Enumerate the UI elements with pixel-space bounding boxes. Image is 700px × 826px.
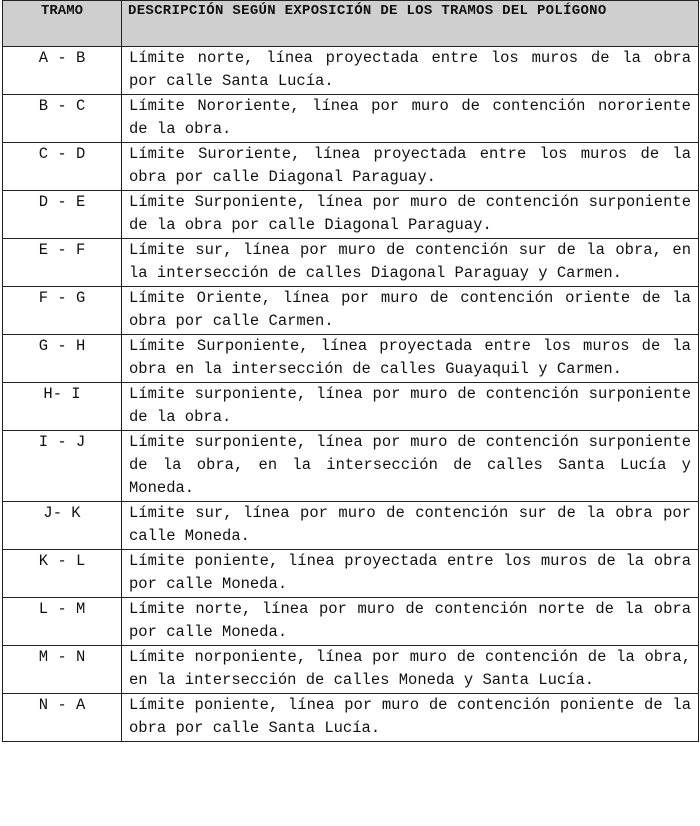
description-cell: Límite Nororiente, línea por muro de contención nororiente de la obra. bbox=[122, 95, 699, 143]
table-row bbox=[3, 239, 699, 287]
description-cell: Límite poniente, línea por muro de contención poniente de la obra por calle Santa Lucía. bbox=[122, 694, 699, 742]
tramo-cell: H- I bbox=[3, 383, 122, 431]
description-cell: Límite surponiente, línea por muro de contención surponiente de la obra. bbox=[122, 383, 699, 431]
header-row bbox=[3, 1, 699, 47]
tramo-cell: C - D bbox=[3, 143, 122, 191]
tramo-cell: F - G bbox=[3, 287, 122, 335]
table-row bbox=[3, 47, 699, 95]
tramo-cell: D - E bbox=[3, 191, 122, 239]
header-descripcion: DESCRIPCIÓN SEGÚN EXPOSICIÓN DE LOS TRAMOS DEL POLÍGONO bbox=[122, 1, 699, 47]
description-cell: Límite sur, línea por muro de contención sur de la obra, en la intersección de calles Diagonal Paraguay y Carmen. bbox=[122, 239, 699, 287]
table-row bbox=[3, 550, 699, 598]
table-row bbox=[3, 335, 699, 383]
table-row bbox=[3, 383, 699, 431]
tramo-cell: N - A bbox=[3, 694, 122, 742]
description-cell: Límite Suroriente, línea proyectada entre los muros de la obra por calle Diagonal Paraguay. bbox=[122, 143, 699, 191]
table-row bbox=[3, 646, 699, 694]
header-tramo: TRAMO bbox=[3, 1, 122, 47]
tramo-cell: I - J bbox=[3, 431, 122, 502]
description-cell: Límite surponiente, línea por muro de contención surponiente de la obra, en la intersección de calles Santa Lucía y Moneda. bbox=[122, 431, 699, 502]
table-row bbox=[3, 287, 699, 335]
table-row bbox=[3, 502, 699, 550]
table-row bbox=[3, 694, 699, 742]
tramo-cell: K - L bbox=[3, 550, 122, 598]
tramo-cell: J- K bbox=[3, 502, 122, 550]
table-row bbox=[3, 191, 699, 239]
description-cell: Límite norponiente, línea por muro de contención de la obra, en la intersección de calles Moneda y Santa Lucía. bbox=[122, 646, 699, 694]
tramos-table bbox=[2, 0, 699, 742]
description-cell: Límite sur, línea por muro de contención sur de la obra por calle Moneda. bbox=[122, 502, 699, 550]
tramo-cell: M - N bbox=[3, 646, 122, 694]
table-row bbox=[3, 143, 699, 191]
tramo-cell: L - M bbox=[3, 598, 122, 646]
table-row bbox=[3, 95, 699, 143]
description-cell: Límite norte, línea proyectada entre los muros de la obra por calle Santa Lucía. bbox=[122, 47, 699, 95]
tramo-cell: B - C bbox=[3, 95, 122, 143]
description-cell: Límite Surponiente, línea proyectada entre los muros de la obra en la intersección de calles Guayaquil y Carmen. bbox=[122, 335, 699, 383]
table-row bbox=[3, 431, 699, 502]
description-cell: Límite norte, línea por muro de contención norte de la obra por calle Moneda. bbox=[122, 598, 699, 646]
tramo-cell: A - B bbox=[3, 47, 122, 95]
description-cell: Límite poniente, línea proyectada entre los muros de la obra por calle Moneda. bbox=[122, 550, 699, 598]
description-cell: Límite Oriente, línea por muro de contención oriente de la obra por calle Carmen. bbox=[122, 287, 699, 335]
description-cell: Límite Surponiente, línea por muro de contención surponiente de la obra por calle Diagonal Paraguay. bbox=[122, 191, 699, 239]
tramo-cell: G - H bbox=[3, 335, 122, 383]
table-row bbox=[3, 598, 699, 646]
tramo-cell: E - F bbox=[3, 239, 122, 287]
